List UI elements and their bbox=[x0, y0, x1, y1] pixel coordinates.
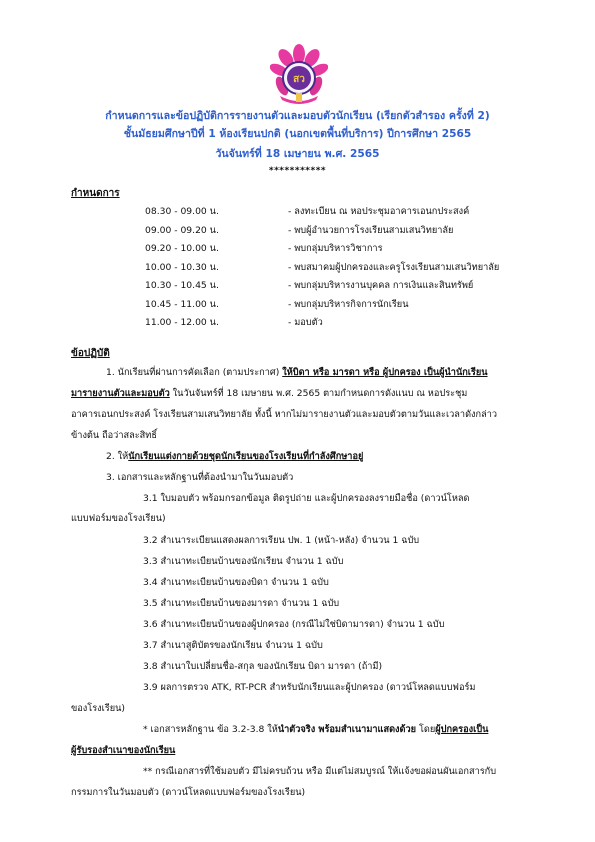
note-1-intro: * เอกสารหลักฐาน ข้อ 3.2-3.8 ให้ bbox=[143, 724, 278, 735]
rule-1-date-place: ในวันจันทร์ที่ 18 เมษายน พ.ศ. 2565 ตามกำหนดการดังแนบ ณ หอประชุม bbox=[169, 388, 468, 399]
schedule-time: 08.30 - 09.00 น. bbox=[145, 206, 219, 217]
schedule-activity: - พบผู้อำนวยการโรงเรียนสามเสนวิทยาลัย bbox=[288, 224, 454, 236]
doc-3-1-line-1: 3.1 ใบมอบตัว พร้อมกรอกข้อมูล ติดรูปถ่าย และผู้ปกครองลงรายมือชื่อ (ดาวน์โหลด bbox=[143, 493, 470, 504]
doc-3-7: 3.7 สำเนาสูติบัตรของนักเรียน จำนวน 1 ฉบับ bbox=[143, 640, 323, 651]
doc-3-9-line-2: ของโรงเรียน) bbox=[71, 703, 125, 714]
rules-heading: ข้อปฏิบัติ bbox=[71, 348, 110, 359]
doc-3-5: 3.5 สำเนาทะเบียนบ้านของมารดา จำนวน 1 ฉบับ bbox=[143, 598, 340, 609]
schedule-activity: - พบกลุ่มบริหารกิจการนักเรียน bbox=[288, 298, 409, 310]
doc-3-6: 3.6 สำเนาทะเบียนบ้านของผู้ปกครอง (กรณีไม่ใช่บิดามารดา) จำนวน 1 ฉบับ bbox=[143, 619, 445, 630]
note-2-line-2: กรรมการในวันมอบตัว (ดาวน์โหลดแบบฟอร์มของโรงเรียน) bbox=[71, 787, 306, 798]
rule-2-intro: 2. ให้ bbox=[106, 451, 129, 462]
schedule-time: 10.45 - 11.00 น. bbox=[145, 298, 219, 310]
rule-1-emphasis: ให้บิดา หรือ มารดา หรือ ผู้ปกครอง เป็นผู้นำนักเรียน bbox=[282, 367, 488, 378]
note-1-mid: โดย bbox=[416, 724, 436, 735]
document-title-line-2: ชั้นมัธยมศึกษาปีที่ 1 ห้องเรียนปกติ (นอกเขตพื้นที่บริการ) ปีการศึกษา 2565 bbox=[123, 128, 472, 140]
schedule-row bbox=[0, 260, 595, 276]
schedule-row bbox=[0, 315, 595, 331]
schedule-heading: กำหนดการ bbox=[71, 188, 120, 199]
svg-text:สว: สว bbox=[293, 74, 305, 85]
document-title-line-1: กำหนดการและข้อปฏิบัติการรายงานตัวและมอบตัวนักเรียน (เรียกตัวสำรอง ครั้งที่ 2) bbox=[105, 110, 490, 122]
rule-1-line-2 bbox=[71, 383, 467, 404]
rule-2-emphasis: นักเรียนแต่งกายด้วยชุดนักเรียนของโรงเรียนที่กำลังศึกษาอยู่ bbox=[128, 451, 364, 462]
rule-1-line-3: อาคารเอนกประสงค์ โรงเรียนสามเสนวิทยาลัย ทั้งนี้ หากไม่มารายงานตัวและมอบตัวตามวันและเวลาดังกล่าว bbox=[71, 409, 498, 420]
schedule-time: 09.20 - 10.00 น. bbox=[145, 243, 219, 254]
rule-3: 3. เอกสารและหลักฐานที่ต้องนำมาในวันมอบตัว bbox=[106, 472, 294, 483]
schedule-time: 10.30 - 10.45 น. bbox=[145, 280, 219, 291]
schedule-row bbox=[0, 241, 595, 257]
document-title-date: วันจันทร์ที่ 18 เมษายน พ.ศ. 2565 bbox=[215, 148, 380, 160]
schedule-activity: - พบกลุ่มบริหารวิชาการ bbox=[288, 243, 383, 254]
note-1-line-1 bbox=[143, 719, 488, 740]
title-separator: *********** bbox=[268, 166, 327, 176]
note-2-line-1: ** กรณีเอกสารที่ใช้มอบตัว มีไม่ครบถ้วน หรือ มีแต่ไม่สมบูรณ์ ให้แจ้งขอผ่อนผันเอกสารกับ bbox=[143, 766, 497, 777]
school-emblem-logo bbox=[270, 44, 328, 106]
schedule-time: 10.00 - 10.30 น. bbox=[145, 261, 219, 273]
doc-3-9-line-1: 3.9 ผลการตรวจ ATK, RT-PCR สำหรับนักเรียนและผู้ปกครอง (ดาวน์โหลดแบบฟอร์ม bbox=[143, 682, 476, 693]
rule-1-intro: 1. นักเรียนที่ผ่านการคัดเลือก (ตามประกาศ) bbox=[106, 367, 283, 378]
doc-3-1-line-2: แบบฟอร์มของโรงเรียน) bbox=[71, 513, 166, 524]
rule-1-line-1 bbox=[106, 362, 488, 383]
schedule-row bbox=[0, 204, 595, 220]
schedule-row bbox=[0, 223, 595, 239]
note-1-line-2 bbox=[71, 740, 175, 761]
schedule-row bbox=[0, 297, 595, 313]
rule-2 bbox=[106, 446, 363, 467]
doc-3-8: 3.8 สำเนาใบเปลี่ยนชื่อ-สกุล ของนักเรียน บิดา มารดา (ถ้ามี) bbox=[143, 661, 383, 672]
schedule-activity: - ลงทะเบียน ณ หอประชุมอาคารเอนกประสงค์ bbox=[288, 206, 470, 217]
note-1-emphasis: นำตัวจริง พร้อมสำเนามาแสดงด้วย bbox=[277, 724, 417, 735]
doc-3-3: 3.3 สำเนาทะเบียนบ้านของนักเรียน จำนวน 1 ฉบับ bbox=[143, 556, 344, 567]
schedule-activity: - พบสมาคมผู้ปกครองและครูโรงเรียนสามเสนวิทยาลัย bbox=[288, 261, 500, 273]
schedule-row bbox=[0, 278, 595, 294]
note-1-guardian: ผู้ปกครองเป็น bbox=[435, 724, 489, 735]
schedule-time: 09.00 - 09.20 น. bbox=[145, 224, 219, 236]
doc-3-2: 3.2 สำเนาระเบียนแสดงผลการเรียน ปพ. 1 (หน้า-หลัง) จำนวน 1 ฉบับ bbox=[143, 535, 420, 546]
rule-1-line-4: ข้างต้น ถือว่าสละสิทธิ์ bbox=[71, 430, 157, 441]
schedule-activity: - พบกลุ่มบริหารงานบุคคล การเงินและสินทรัพย์ bbox=[288, 280, 474, 291]
schedule-time: 11.00 - 12.00 น. bbox=[145, 317, 219, 328]
note-1-certifier: ผู้รับรองสำเนาของนักเรียน bbox=[71, 745, 176, 756]
schedule-activity: - มอบตัว bbox=[288, 317, 323, 328]
rule-1-emphasis-2: มารายงานตัวและมอบตัว bbox=[71, 388, 170, 399]
doc-3-4: 3.4 สำเนาทะเบียนบ้านของบิดา จำนวน 1 ฉบับ bbox=[143, 577, 329, 588]
